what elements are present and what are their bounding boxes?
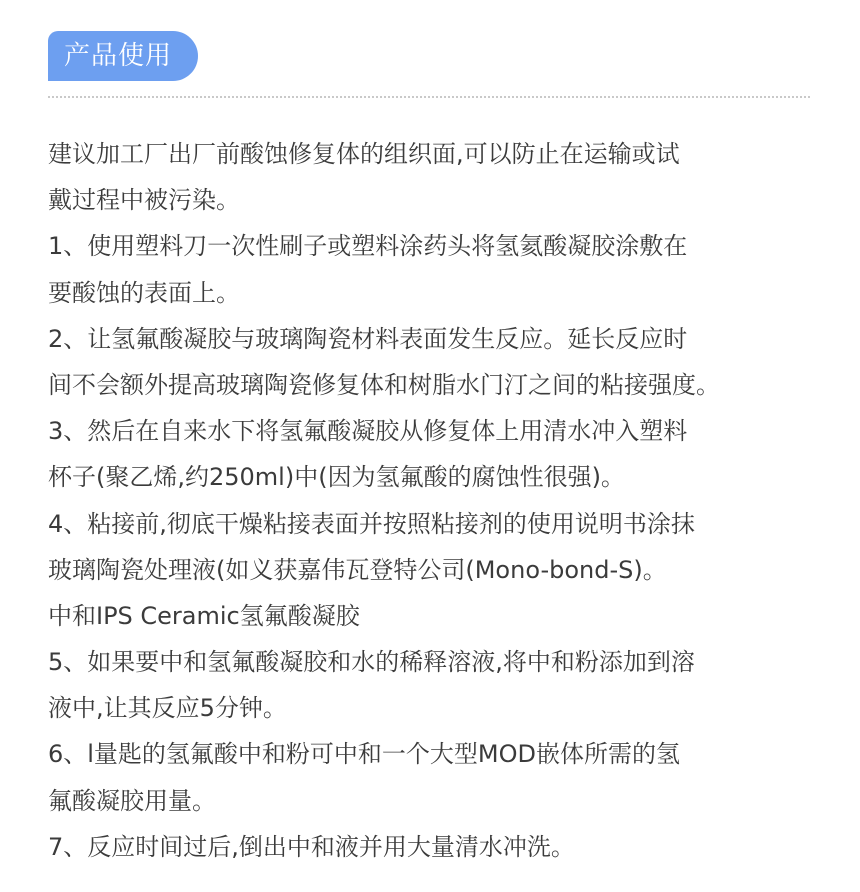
step-3-line-1: 3、然后在自来水下将氢氟酸凝胶从修复体上用清水冲入塑料 xyxy=(48,417,688,446)
dotted-divider xyxy=(48,96,810,98)
step-2-line-2: 间不会额外提高玻璃陶瓷修复体和树脂水门汀之间的粘接强度。 xyxy=(48,370,720,399)
intro-line-1: 建议加工厂出厂前酸蚀修复体的组织面,可以防止在运输或试 xyxy=(48,140,680,168)
section-header xyxy=(48,31,198,81)
neutralize-heading-line: 中和IPS Ceramic氢氟酸凝胶 xyxy=(48,601,360,630)
step-3-line-2: 杯子(聚乙烯,约250ml)中(因为氢氟酸的腐蚀性很强)。 xyxy=(48,463,625,492)
step-1-line-1: 1、使用塑料刀一次性刷子或塑料涂药头将氢氦酸凝胶涂敷在 xyxy=(48,232,688,261)
step-6-line-1: 6、l量匙的氢氟酸中和粉可中和一个大型MOD嵌体所需的氢 xyxy=(48,740,681,769)
step-5-line-2: 液中,让其反应5分钟。 xyxy=(48,694,287,723)
step-2-line-1: 2、让氢氟酸凝胶与玻璃陶瓷材料表面发生反应。延长反应时 xyxy=(48,324,688,353)
usage-instructions xyxy=(48,131,818,870)
step-4-line-2: 玻璃陶瓷处理液(如义获嘉伟瓦登特公司(Mono-bond-S)。 xyxy=(48,555,667,584)
step-6-line-2: 氟酸凝胶用量。 xyxy=(48,786,216,815)
step-7-line-1: 7、反应时间过后,倒出中和液并用大量清水冲洗。 xyxy=(48,832,575,861)
step-1-line-2: 要酸蚀的表面上。 xyxy=(48,278,240,307)
intro-line-2: 戴过程中被污染。 xyxy=(48,186,240,215)
step-4-line-1: 4、粘接前,彻底干燥粘接表面并按照粘接剂的使用说明书涂抹 xyxy=(48,509,695,538)
step-5-line-1: 5、如果要中和氢氟酸凝胶和水的稀释溶液,将中和粉添加到溶 xyxy=(48,648,695,677)
section-title-tag: 产品使用 xyxy=(48,31,198,81)
